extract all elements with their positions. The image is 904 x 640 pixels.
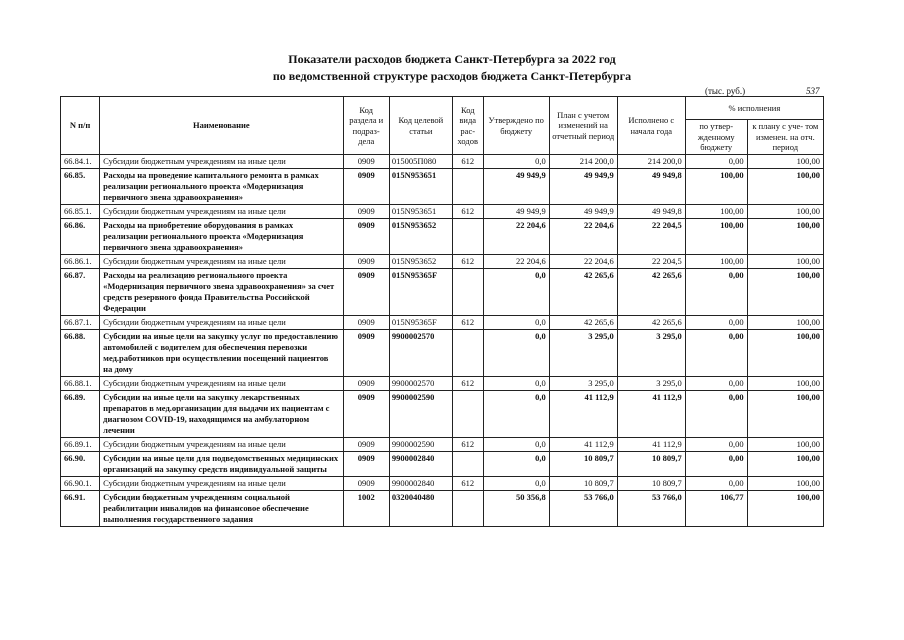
header-pct-plan: к плану с уче- том изменен. на отч. период [747,120,823,155]
row-section-code: 0909 [343,155,389,169]
row-pct-plan: 100,00 [747,330,823,377]
row-target-code: 9900002570 [389,377,452,391]
header-name: Наименование [100,97,343,155]
row-approved: 0,0 [483,330,549,377]
row-pct-plan: 100,00 [747,438,823,452]
table-row [61,269,824,316]
row-target-code: 0320040480 [389,491,452,527]
row-executed: 10 809,7 [617,477,685,491]
table-row [61,219,824,255]
row-section-code: 0909 [343,269,389,316]
row-pct-approved: 100,00 [685,255,747,269]
row-num: 66.85. [61,169,100,205]
row-approved: 22 204,6 [483,255,549,269]
row-plan: 3 295,0 [549,330,617,377]
row-name: Расходы на реализацию регионального проекта «Модернизация первичного звена здравоохранения» за счет средств резервного фонда Правительства Российской Федерации [100,269,343,316]
row-executed: 10 809,7 [617,452,685,477]
row-name: Расходы на проведение капитального ремонта в рамках реализации регионального проекта «Модернизация первичного звена здравоохранения» [100,169,343,205]
row-section-code: 0909 [343,169,389,205]
table-row [61,169,824,205]
row-target-code: 015N95365F [389,269,452,316]
row-num: 66.91. [61,491,100,527]
row-plan: 42 265,6 [549,269,617,316]
table-body [61,155,824,527]
row-pct-approved: 0,00 [685,452,747,477]
page-number: 537 [806,86,820,96]
row-kind-code [452,269,483,316]
row-section-code: 0909 [343,205,389,219]
row-executed: 22 204,5 [617,255,685,269]
row-executed: 3 295,0 [617,330,685,377]
row-pct-approved: 0,00 [685,438,747,452]
row-pct-approved: 106,77 [685,491,747,527]
row-kind-code [452,330,483,377]
row-target-code: 9900002840 [389,452,452,477]
row-pct-approved: 100,00 [685,205,747,219]
row-kind-code: 612 [452,255,483,269]
row-section-code: 0909 [343,330,389,377]
row-num: 66.90.1. [61,477,100,491]
row-section-code: 0909 [343,452,389,477]
row-pct-approved: 0,00 [685,330,747,377]
header-plan: План с учетом изменений на отчетный период [549,97,617,155]
row-approved: 0,0 [483,438,549,452]
row-num: 66.84.1. [61,155,100,169]
row-name: Субсидии бюджетным учреждениям на иные цели [100,255,343,269]
row-num: 66.89. [61,391,100,438]
row-approved: 22 204,6 [483,219,549,255]
row-approved: 0,0 [483,155,549,169]
header-target: Код целевой статьи [389,97,452,155]
row-plan: 42 265,6 [549,316,617,330]
row-pct-plan: 100,00 [747,269,823,316]
row-kind-code [452,491,483,527]
row-plan: 41 112,9 [549,438,617,452]
document-subtitle: по ведомственной структуре расходов бюджета Санкт-Петербурга [272,69,632,83]
row-pct-approved: 0,00 [685,269,747,316]
row-approved: 0,0 [483,316,549,330]
row-kind-code: 612 [452,438,483,452]
row-executed: 42 265,6 [617,269,685,316]
table-row [61,377,824,391]
row-name: Субсидии бюджетным учреждениям на иные цели [100,205,343,219]
row-pct-approved: 0,00 [685,155,747,169]
row-kind-code: 612 [452,377,483,391]
row-pct-plan: 100,00 [747,169,823,205]
table-row [61,438,824,452]
row-pct-plan: 100,00 [747,452,823,477]
row-plan: 214 200,0 [549,155,617,169]
row-plan: 3 295,0 [549,377,617,391]
row-name: Субсидии бюджетным учреждениям на иные цели [100,377,343,391]
row-plan: 22 204,6 [549,219,617,255]
header-executed: Исполнено с начала года [617,97,685,155]
row-pct-approved: 0,00 [685,316,747,330]
row-plan: 53 766,0 [549,491,617,527]
row-pct-approved: 0,00 [685,477,747,491]
row-pct-plan: 100,00 [747,391,823,438]
row-kind-code: 612 [452,155,483,169]
row-section-code: 0909 [343,255,389,269]
row-num: 66.86. [61,219,100,255]
row-plan: 41 112,9 [549,391,617,438]
row-target-code: 9900002570 [389,330,452,377]
units-label: (тыс. руб.) [705,86,746,96]
row-name: Расходы на приобретение оборудования в рамках реализации регионального проекта «Модернизация первичного звена здравоохранения» [100,219,343,255]
row-pct-approved: 100,00 [685,219,747,255]
row-pct-plan: 100,00 [747,155,823,169]
row-pct-plan: 100,00 [747,491,823,527]
row-approved: 50 356,8 [483,491,549,527]
row-executed: 41 112,9 [617,391,685,438]
row-pct-plan: 100,00 [747,377,823,391]
row-num: 66.88. [61,330,100,377]
row-section-code: 0909 [343,391,389,438]
row-target-code: 9900002840 [389,477,452,491]
row-pct-approved: 0,00 [685,377,747,391]
row-plan: 22 204,6 [549,255,617,269]
table-row [61,255,824,269]
row-approved: 0,0 [483,452,549,477]
row-name: Субсидии бюджетным учреждениям на иные цели [100,477,343,491]
row-name: Субсидии на иные цели на закупку услуг по предоставлению автомобилей с водителем для обеспечения перевозки мед.работников при осуществлении посещений пациентов на дому [100,330,343,377]
row-executed: 42 265,6 [617,316,685,330]
row-plan: 49 949,9 [549,169,617,205]
row-executed: 214 200,0 [617,155,685,169]
row-kind-code: 612 [452,316,483,330]
table-row [61,477,824,491]
row-target-code: 015N953651 [389,205,452,219]
header-pct-approved: по утвер- жденному бюджету [685,120,747,155]
table-row [61,330,824,377]
row-name: Субсидии бюджетным учреждениям социальной реабилитации инвалидов на финансовое обеспечение выполнения государственного задания [100,491,343,527]
row-pct-plan: 100,00 [747,255,823,269]
row-num: 66.86.1. [61,255,100,269]
table-row [61,316,824,330]
row-section-code: 0909 [343,477,389,491]
row-section-code: 0909 [343,438,389,452]
row-pct-plan: 100,00 [747,316,823,330]
row-kind-code [452,452,483,477]
table-row [61,205,824,219]
row-target-code: 9900002590 [389,391,452,438]
row-target-code: 015N95365F [389,316,452,330]
row-executed: 49 949,8 [617,205,685,219]
row-kind-code: 612 [452,477,483,491]
row-kind-code: 612 [452,205,483,219]
document-title: Показатели расходов бюджета Санкт-Петербурга за 2022 год [288,52,616,66]
row-target-code: 015N953652 [389,219,452,255]
row-executed: 22 204,5 [617,219,685,255]
row-approved: 0,0 [483,477,549,491]
row-num: 66.90. [61,452,100,477]
row-kind-code [452,169,483,205]
row-pct-plan: 100,00 [747,205,823,219]
row-name: Субсидии бюджетным учреждениям на иные цели [100,155,343,169]
row-approved: 0,0 [483,269,549,316]
row-num: 66.87. [61,269,100,316]
row-plan: 49 949,9 [549,205,617,219]
row-target-code: 9900002590 [389,438,452,452]
row-plan: 10 809,7 [549,452,617,477]
row-approved: 0,0 [483,391,549,438]
row-approved: 49 949,9 [483,205,549,219]
header-pct: % исполнения [685,97,823,120]
row-executed: 3 295,0 [617,377,685,391]
table-row [61,491,824,527]
row-section-code: 0909 [343,219,389,255]
table-row [61,155,824,169]
table-row [61,391,824,438]
row-num: 66.89.1. [61,438,100,452]
row-num: 66.87.1. [61,316,100,330]
row-section-code: 0909 [343,377,389,391]
row-name: Субсидии на иные цели для подведомственных медицинских организаций на закупку средств индивидуальной защиты [100,452,343,477]
header-section: Код раздела и подраз- дела [343,97,389,155]
row-kind-code [452,219,483,255]
table-row [61,452,824,477]
row-section-code: 0909 [343,316,389,330]
row-pct-plan: 100,00 [747,219,823,255]
row-target-code: 015N953651 [389,169,452,205]
row-pct-approved: 0,00 [685,391,747,438]
row-approved: 49 949,9 [483,169,549,205]
row-num: 66.85.1. [61,205,100,219]
row-executed: 53 766,0 [617,491,685,527]
row-approved: 0,0 [483,377,549,391]
row-section-code: 1002 [343,491,389,527]
row-pct-plan: 100,00 [747,477,823,491]
header-num: N п/п [61,97,100,155]
header-kind: Код вида рас- ходов [452,97,483,155]
row-pct-approved: 100,00 [685,169,747,205]
row-name: Субсидии бюджетным учреждениям на иные цели [100,316,343,330]
row-plan: 10 809,7 [549,477,617,491]
row-num: 66.88.1. [61,377,100,391]
row-kind-code [452,391,483,438]
row-target-code: 015N953652 [389,255,452,269]
row-target-code: 015005П080 [389,155,452,169]
row-name: Субсидии бюджетным учреждениям на иные цели [100,438,343,452]
header-approved: Утверждено по бюджету [483,97,549,155]
row-executed: 49 949,8 [617,169,685,205]
row-name: Субсидии на иные цели на закупку лекарственных препаратов в мед.организации для выдачи их пациентам с диагнозом COVID-19, находящимся на амбулаторном лечении [100,391,343,438]
row-executed: 41 112,9 [617,438,685,452]
expenditure-table [60,96,824,527]
